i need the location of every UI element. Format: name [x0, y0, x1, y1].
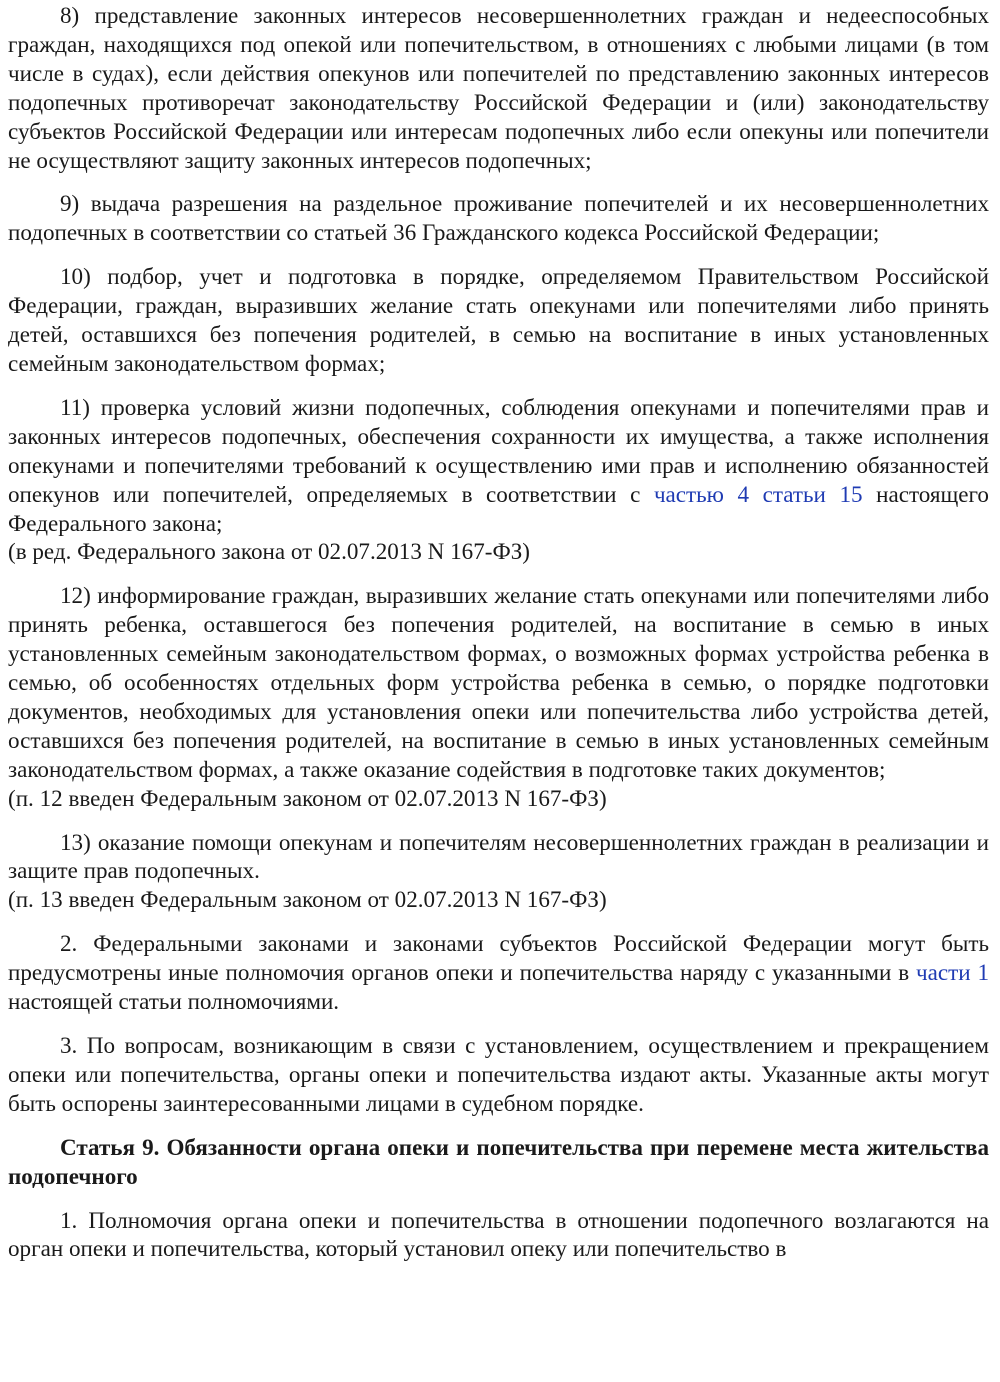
part-2-text: 2. Федеральными законами и законами субъектов Российской Федерации могут быть предусмотрены иные полномочия органов опеки и попечительства наряду с указанными в: [8, 930, 989, 986]
paragraph-item-10: 10) подбор, учет и подготовка в порядке, определяемом Правительством Российской Федерации, граждан, выразивших желание стать опекунами или попечителями либо принять детей, оставшихся без попечения родителей, в семью на воспитание в иных установленных семейным законодательством формах;: [8, 263, 989, 376]
paragraph-part-2: [8, 929, 989, 1016]
paragraph-item-13: 13) оказание помощи опекунам и попечителям несовершеннолетних граждан в реализации и защите прав подопечных.: [8, 828, 989, 884]
article-9-paragraph-1: 1. Полномочия органа опеки и попечительства в отношении подопечного возлагаются на орган опеки и попечительства, который установил опеку или попечительство в: [8, 1206, 989, 1262]
amendment-note-item-11: (в ред. Федерального закона от 02.07.2013 N 167-ФЗ): [8, 538, 530, 565]
article-9-heading: Статья 9. Обязанности органа опеки и попечительства при перемене места жительства подопечного: [8, 1133, 989, 1189]
paragraph-item-9: 9) выдача разрешения на раздельное проживание попечителей и их несовершеннолетних подопечных в соответствии со статьей 36 Гражданского кодекса Российской Федерации;: [8, 190, 989, 246]
document-page: [8, 1, 989, 1263]
amendment-note-item-13: (п. 13 введен Федеральным законом от 02.07.2013 N 167-ФЗ): [8, 886, 607, 913]
link-part-1[interactable]: части 1: [916, 959, 989, 986]
link-part-4-article-15[interactable]: частью 4 статьи 15: [653, 480, 863, 507]
item-11-text: 11) проверка условий жизни подопечных, соблюдения опекунами и попечителями прав и законных интересов подопечных, обеспечения сохранности их имущества, а также исполнения опекунами и попечителями требований к осуществлению ими прав и исполнению обязанностей опекунов или попечителей, определяемых в соответствии с: [8, 393, 989, 507]
amendment-note-item-12: (п. 12 введен Федеральным законом от 02.07.2013 N 167-ФЗ): [8, 784, 607, 811]
paragraph-item-8: 8) представление законных интересов несовершеннолетних граждан и недееспособных граждан, находящихся под опекой или попечительством, в отношениях с любыми лицами (в том числе в судах), если действия опекунов или попечителей по представлению законных интересов подопечных противоречат законодательству Российской Федерации и (или) законодательству субъектов Российской Федерации или интересам подопечных либо если опекуны или попечители не осуществляют защиту законных интересов подопечных;: [8, 2, 989, 173]
part-2-text-end: настоящей статьи полномочиями.: [8, 988, 340, 1015]
paragraph-item-12: 12) информирование граждан, выразивших желание стать опекунами или попечителями либо принять ребенка, оставшегося без попечения родителей, на воспитание в семью в иных установленных семейным законодательством формах, о возможных формах устройства ребенка в семью, об особенностях отдельных форм устройства ребенка в семью, о порядке подготовки документов, необходимых для установления опеки или попечительства либо устройства детей, оставшихся без попечения родителей, на воспитание в семью в иных установленных семейным законодательством формах, а также оказание содействия в подготовке таких документов;: [8, 582, 989, 782]
item-11-text-end: настоящего Федерального закона;: [8, 480, 989, 536]
paragraph-part-3: 3. По вопросам, возникающим в связи с установлением, осуществлением и прекращением опеки или попечительства, органы опеки и попечительства издают акты. Указанные акты могут быть оспорены заинтересованными лицами в судебном порядке.: [8, 1032, 989, 1116]
paragraph-item-11: [8, 393, 989, 538]
